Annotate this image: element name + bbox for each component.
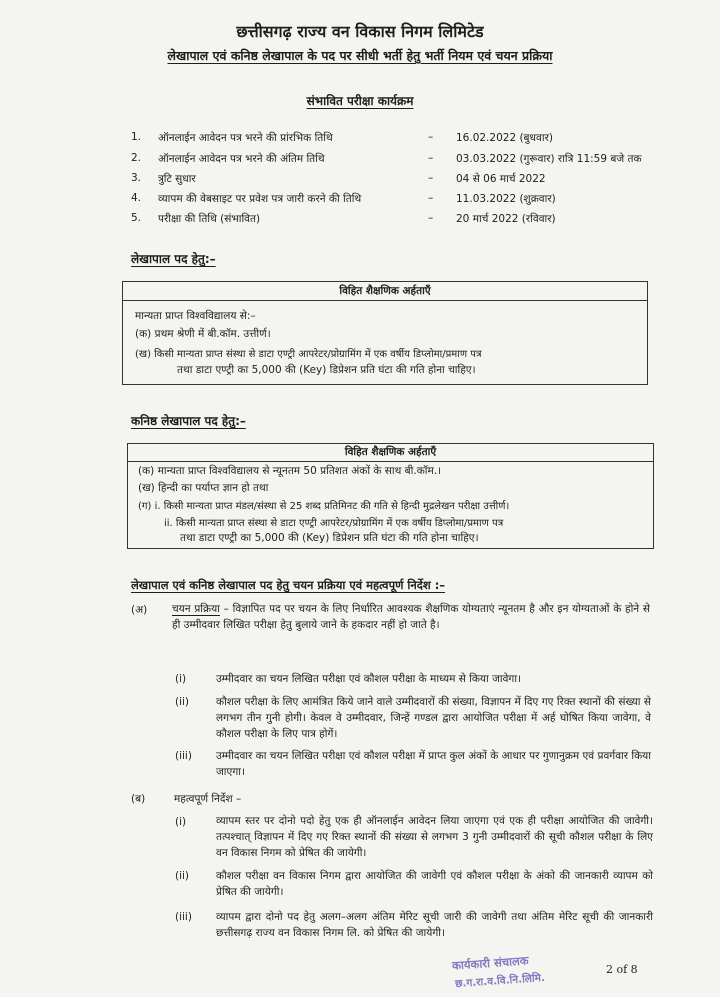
qualification-line: तथा डाटा एण्ट्री का 5,000 की (Key) डिप्रेशन प्रति घंटा की गति होना चाहिए। <box>180 532 479 544</box>
qualification-line: मान्यता प्राप्त विश्वविद्यालय से:– <box>135 310 256 322</box>
schedule-no: 3. <box>131 172 142 184</box>
item-no: (ii) <box>175 696 190 708</box>
schedule-dash: – <box>428 172 434 184</box>
schedule-dash: – <box>428 192 434 204</box>
instruction-item: व्यापम द्वारा दोनो पद हेतु अलग–अलग अंतिम मेरिट सूची जारी की जावेगी तथा अंतिम मेरिट सूची की जानकारी छत्तीसगढ़ राज्य वन विकास निगम लि. को प्रेषित की जायेगी। <box>216 911 653 939</box>
schedule-no: 4. <box>131 192 142 204</box>
schedule-dash: – <box>428 152 434 164</box>
selection-process-label: चयन प्रक्रिया <box>172 603 220 615</box>
schedule-value: 20 मार्च 2022 (रविवार) <box>456 213 556 225</box>
schedule-label: त्रुटि सुधार <box>158 173 196 185</box>
clause-marker-b: (ब) <box>131 793 146 805</box>
selection-process-text: – विज्ञापित पद पर चयन के लिए निर्धारित आवश्यक शैक्षणिक योग्यताएं न्यूनतम है और इन योग्यताओं के होने से ही उम्मीदवार लिखित परीक्षा हेतु बुलाये जाने के हकदार नहीं हो जाते है। <box>172 603 650 631</box>
schedule-no: 2. <box>131 152 142 164</box>
item-no: (ii) <box>175 870 190 882</box>
item-no: (i) <box>175 673 187 685</box>
section-heading-accountant: लेखापाल पद हेतु:– <box>131 252 216 266</box>
schedule-dash: – <box>428 212 434 224</box>
qualification-line: (क) प्रथम श्रेणी में बी.कॉम. उत्तीर्ण। <box>135 328 271 340</box>
selection-process-paragraph <box>172 601 650 633</box>
schedule-heading: संभावित परीक्षा कार्यक्रम <box>306 94 414 108</box>
qualification-box-header: विहित शैक्षणिक अर्हताएँ <box>123 282 647 301</box>
schedule-value: 03.03.2022 (गुरूवार) रात्रि 11:59 बजे तक <box>456 153 642 165</box>
item-no: (iii) <box>175 911 192 923</box>
official-stamp-line: छ.ग.रा.व.वि.नि.लिमि. <box>454 971 546 991</box>
qualification-box-header: विहित शैक्षणिक अर्हताएँ <box>128 444 653 462</box>
schedule-label: ऑनलाईन आवेदन पत्र भरने की अंतिम तिथि <box>158 153 325 165</box>
schedule-label: व्यापम की वेबसाइट पर प्रवेश पत्र जारी करने की तिथि <box>158 193 362 205</box>
qualification-line: तथा डाटा एण्ट्री का 5,000 की (Key) डिप्रेशन प्रति घंटा की गति होना चाहिए। <box>177 364 476 376</box>
document-title: छत्तीसगढ़ राज्य वन विकास निगम लिमिटेड <box>236 22 484 41</box>
schedule-label: ऑनलाईन आवेदन पत्र भरने की प्रांरभिक तिथि <box>158 132 333 144</box>
important-instructions-label: महत्वपूर्ण निर्देश – <box>174 793 242 805</box>
qualification-line: (ख) किसी मान्यता प्राप्त संस्था से डाटा एण्ट्री आपरेटर/प्रोग्रामिंग में एक वर्षीय डिप्लोमा/प्रमाण पत्र <box>135 349 482 360</box>
selection-item: उम्मीदवार का चयन लिखित परीक्षा एवं कौशल परीक्षा के माध्यम से किया जावेगा। <box>216 673 522 685</box>
selection-item: कौशल परीक्षा के लिए आमंत्रित किये जाने वाले उम्मीदवारों की संख्या, विज्ञापन में दिए गए रिक्त स्थानों की संख्या से लगभग तीन गुनी होगी। केवल वे उम्मीदवार, जिन्हें गण्डल द्वारा आयोजित परीक्षा में अर्ह घोषित किया जावेगा, वे कौशल परीक्षा के लिए पात्र होगें। <box>216 696 651 740</box>
schedule-label: परीक्षा की तिथि (संभावित) <box>158 213 261 225</box>
qualification-box-junior <box>127 443 654 549</box>
schedule-value: 16.02.2022 (बुधवार) <box>456 132 553 144</box>
qualification-line: ii. किसी मान्यता प्राप्त संस्था से डाटा एण्ट्री आपरेटर/प्रोग्रामिंग में एक वर्षीय डिप्लोमा/प्रमाण पत्र <box>164 518 504 529</box>
qualification-box-accountant <box>122 281 648 385</box>
qualification-line: (क) मान्यता प्राप्त विश्वविद्यालय से न्यूनतम 50 प्रतिशत अंकों के साथ बी.कॉम.। <box>138 465 442 477</box>
clause-marker-a: (अ) <box>131 604 148 616</box>
official-stamp-line: कार्यकारी संचालक <box>451 953 530 973</box>
page-number: 2 of 8 <box>606 963 638 976</box>
schedule-no: 1. <box>131 131 142 143</box>
selection-item: उम्मीदवार का चयन लिखित परीक्षा एवं कौशल परीक्षा में प्राप्त कुल अंकों के आधार पर गुणानुक्रम एवं प्रवर्गवार किया जाएगा। <box>216 750 651 778</box>
section-heading-junior-accountant: कनिष्ठ लेखापाल पद हेतु:– <box>131 414 246 428</box>
item-no: (iii) <box>175 750 192 762</box>
item-no: (i) <box>175 816 187 828</box>
qualification-line: (ख) हिन्दी का पर्याप्त ज्ञान हो तथा <box>138 482 269 494</box>
document-subtitle: लेखापाल एवं कनिष्ठ लेखापाल के पद पर सीधी भर्ती हेतु भर्ती नियम एवं चयन प्रक्रिया <box>167 48 553 63</box>
instruction-item: कौशल परीक्षा वन विकास निगम द्वारा आयोजित की जावेगी एवं कौशल परीक्षा के अंको की जानकारी व्यापम को प्रेषित की जायेगी। <box>216 870 653 898</box>
schedule-value: 04 से 06 मार्च 2022 <box>456 173 546 185</box>
qualification-line: (ग) i. किसी मान्यता प्राप्त मंडल/संस्था से 25 शब्द प्रतिमिनट की गति से हिन्दी मुद्रलेखन परीक्षा उत्तीर्ण। <box>138 501 510 512</box>
schedule-no: 5. <box>131 212 142 224</box>
instruction-item: व्यापम स्तर पर दोनो पदो हेतु एक ही ऑनलाईन आवेदन लिया जाएगा एवं एक ही परीक्षा आयोजित की जावेगी। तत्पश्चात् विज्ञापन में दिए गए रिक्त स्थानों की संख्या से लगभग 3 गुनी उम्मीदवारों की सूची कौशल परीक्षा के लिए वन विकास निगम को प्रेषित की जायेगी। <box>216 815 653 859</box>
schedule-dash: – <box>428 131 434 143</box>
schedule-value: 11.03.2022 (शुक्रवार) <box>456 193 556 205</box>
section-heading-selection: लेखापाल एवं कनिष्ठ लेखापाल पद हेतु चयन प्रक्रिया एवं महत्वपूर्ण निर्देश :– <box>131 578 446 592</box>
